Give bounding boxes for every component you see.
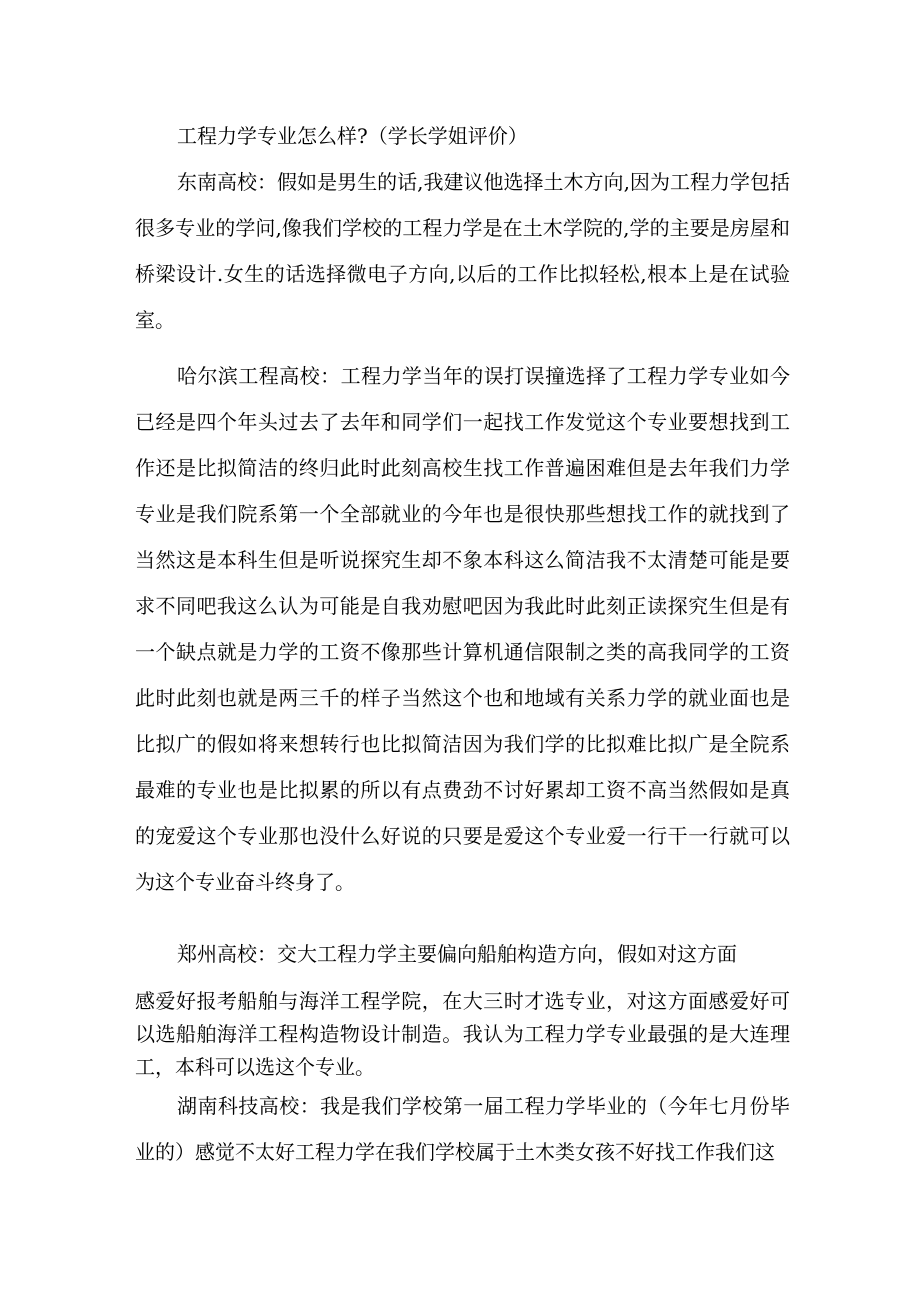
paragraph-hunan-science-technology-university: 湖南科技高校：我是我们学校第一届工程力学毕业的（今年七月份毕业的）感觉不太好工程力学在我们学校属于土木类女孩不好找工作我们这 <box>135 1094 790 1164</box>
paragraph-harbin-engineering-university: 哈尔滨工程高校：工程力学当年的误打误撞选择了工程力学专业如今已经是四个年头过去了去年和同学们一起找工作发觉这个专业要想找到工作还是比拟简洁的终归此时此刻高校生找工作普遍困难但是去年我们力学专业是我们院系第一个全部就业的今年也是很快那些想找工作的就找到了当然这是本科生但是听说探究生却不象本科这么简洁我不太清楚可能是要求不同吧我这么认为可能是自我劝慰吧因为我此时此刻正读探究生但是有一个缺点就是力学的工资不像那些计算机通信限制之类的高我同学的工资此时此刻也就是两三千的样子当然这个也和地域有关系力学的就业面也是比拟广的假如将来想转行也比拟简洁因为我们学的比拟难比拟广是全院系最难的专业也是比拟累的所以有点费劲不讨好累却工资不高当然假如是真的宠爱这个专业那也没什么好说的只要是爱这个专业爱一行干一行就可以为这个专业奋斗终身了。 <box>135 364 790 894</box>
paragraph-zhengzhou-university-continued: 感爱好报考船舶与海洋工程学院，在大三时才选专业，对这方面感爱好可以选船舶海洋工程构造物设计制造。我认为工程力学专业最强的是大连理工，本科可以选这个专业。 <box>135 989 790 1079</box>
document-title: 工程力学专业怎么样?（学长学姐评价） <box>177 124 528 148</box>
paragraph-southeast-university: 东南高校：假如是男生的话,我建议他选择土木方向,因为工程力学包括很多专业的学问,像我们学校的工程力学是在土木学院的,学的主要是房屋和桥梁设计.女生的话选择微电子方向,以后的工作比拟轻松,根本上是在试验室。 <box>135 170 790 332</box>
paragraph-zhengzhou-university-first-line: 郑州高校：交大工程力学主要偏向船舶构造方向，假如对这方面 <box>177 942 737 966</box>
